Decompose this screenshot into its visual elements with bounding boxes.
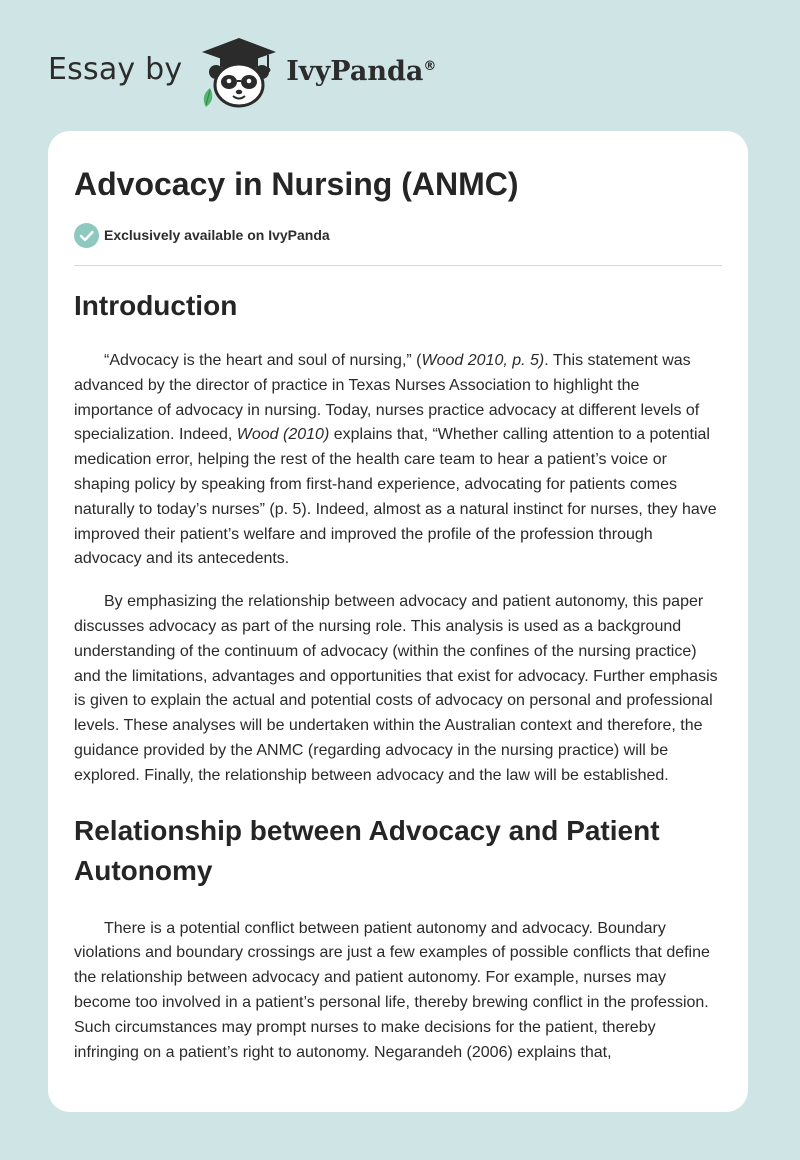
brand-prefix: Essay by [48, 51, 183, 87]
exclusive-badge-text: Exclusively available on IvyPanda [104, 227, 330, 243]
intro-1-text-c: . This statement was advanced by the director of practice in Texas Nurses Association to highlight the importance of advocacy in nursing. Today, nurses practice advocacy at different levels of specialization. Indeed, [74, 352, 700, 444]
paragraph-intro-2: By emphasizing the relationship between advocacy and patient autonomy, this paper discusses advocacy as part of the nursing role. This analysis is used as a background understanding of the continuum of advocacy (within the confines of the nursing practice) and the limitations, advantages and opportunities that exist for advocacy. Further emphasis is given to explain the actual and potential costs of advocacy on personal and professional levels. These analyses will be undertaken within the Australian context and therefore, the guidance provided by the ANMC (regarding advocacy in the nursing practice) will be explored. Finally, the relationship between advocacy and the law will be established. [74, 593, 718, 784]
paragraph-relationship-1: There is a potential conflict between patient autonomy and advocacy. Boundary violations and boundary crossings are just a few examples of possible conflicts that define the relationship between advocacy and patient autonomy. For example, nurses may become too involved in a patient’s personal life, thereby brewing conflict in the profession. Such circumstances may prompt nurses to make decisions for the patient, thereby infringing on a patient’s right to autonomy. Negarandeh (2006) explains that, [74, 919, 710, 1061]
exclusive-badge [74, 222, 722, 248]
brand-name-text: IvyPanda [286, 55, 424, 87]
brand-logo[interactable] [48, 34, 436, 110]
check-circle-icon [74, 223, 99, 248]
citation-wood-2010-p5: Wood 2010, p. 5) [421, 352, 545, 369]
intro-1-text-e: explains that, “Whether calling attention to a potential medication error, helping the rest of the health care team to hear a patient’s voice or shaping policy by speaking from first-hand experience, advocating for patients comes naturally to today’s nurses” (p. 5). Indeed, almost as a natural instinct for nurses, they have improved their patient’s welfare and improved the profile of the profession through advocacy and its antecedents. [74, 426, 717, 568]
section-heading-introduction: Introduction [74, 290, 238, 321]
essay-card [48, 131, 748, 1112]
registered-mark: ® [423, 58, 437, 74]
paragraph-intro-1 [74, 349, 722, 572]
section-heading-relationship: Relationship between Advocacy and Patient Autonomy [74, 814, 660, 886]
brand-name [286, 56, 436, 87]
page-title: Advocacy in Nursing (ANMC) [74, 166, 519, 202]
citation-wood-2010: Wood (2010) [236, 426, 330, 444]
intro-1-text-a: “Advocacy is the heart and soul of nursing,” ( [104, 352, 422, 369]
panda-graduate-icon [196, 34, 282, 110]
title-divider [74, 265, 722, 266]
